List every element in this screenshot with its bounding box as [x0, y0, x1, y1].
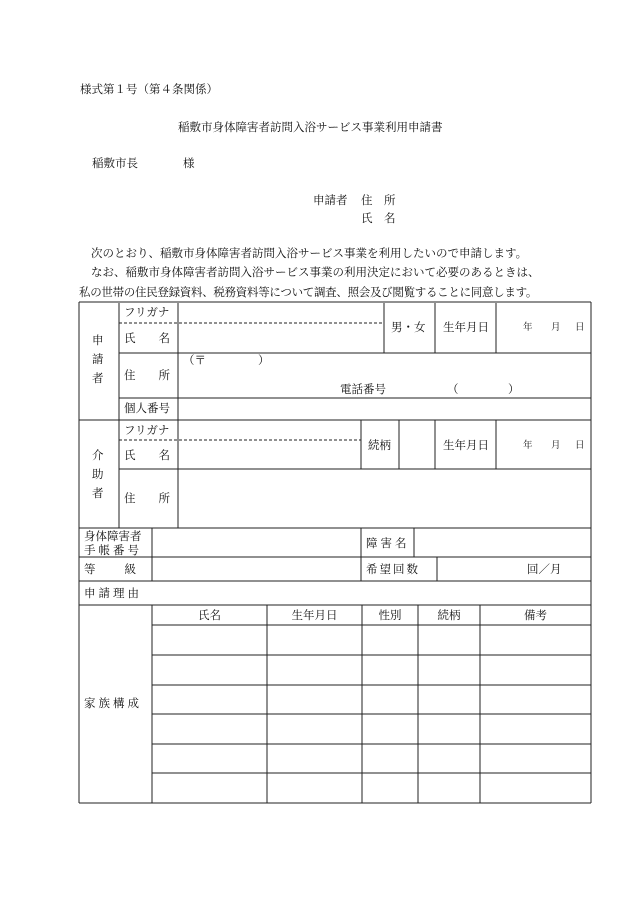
postal-code-open: （〒: [183, 353, 206, 367]
applicant-group-char-2: 請: [92, 352, 104, 366]
caregiver-relation-field[interactable]: [400, 422, 433, 467]
caregiver-group-char-2: 助: [92, 467, 104, 481]
applicant-name-field[interactable]: [180, 304, 382, 351]
handbook-label-line-1: 身体障害者: [84, 529, 142, 543]
family-header-gender: 性別: [378, 608, 402, 622]
phone-number-close: ）: [508, 382, 520, 396]
grade-label: 等 級: [84, 562, 138, 576]
caregiver-name-field[interactable]: [180, 422, 359, 467]
family-composition-label: 家族構成: [84, 696, 142, 710]
caregiver-furigana-label: フリガナ: [124, 423, 170, 437]
handbook-label-line-2: 手帳番号: [84, 543, 142, 557]
grade-field[interactable]: [154, 559, 359, 579]
family-header-birthdate: 生年月日: [291, 608, 338, 622]
caregiver-birth-day-label: 日: [575, 440, 585, 451]
personal-number-field[interactable]: [180, 400, 589, 418]
desired-count-label: 希望回数: [366, 562, 420, 576]
application-reason-label: 申請理由: [84, 586, 142, 600]
applicant-label: 申請者: [313, 193, 348, 207]
application-reason-field[interactable]: [154, 583, 589, 603]
caregiver-birth-month-label: 月: [551, 440, 561, 451]
applicant-birth-month-label: 月: [551, 322, 561, 333]
disability-name-field[interactable]: [416, 530, 589, 555]
applicant-furigana-label: フリガナ: [124, 305, 170, 319]
caregiver-address-label: 住 所: [124, 491, 170, 505]
caregiver-group-char-3: 者: [92, 486, 104, 500]
family-header-remarks: 備考: [524, 608, 547, 622]
applicant-birth-year-label: 年: [523, 322, 533, 333]
applicant-name-label: 氏 名: [361, 211, 396, 225]
caregiver-address-field[interactable]: [180, 471, 589, 526]
caregiver-birthdate-label: 生年月日: [443, 438, 489, 452]
postal-code-close: ）: [258, 353, 270, 367]
consent-text-line-1: 次のとおり、稲敷市身体障害者訪問入浴サービス事業を利用したいので申請します。: [91, 246, 528, 260]
caregiver-relation-label: 続柄: [368, 438, 391, 452]
consent-text-line-2: なお、稲敷市身体障害者訪問入浴サービス事業の利用決定において必要のあるときは、: [91, 265, 540, 279]
honorific: 様: [183, 156, 195, 170]
applicant-gender-option[interactable]: 男・女: [391, 320, 426, 334]
applicant-name-label: 氏 名: [124, 331, 170, 345]
caregiver-birth-year-label: 年: [523, 440, 533, 451]
applicant-address-label: 住 所: [124, 368, 170, 382]
addressee: 稲敷市長: [92, 156, 138, 170]
page-title: 稲敷市身体障害者訪問入浴サービス事業利用申請書: [178, 120, 443, 134]
phone-number-label: 電話番号: [340, 382, 386, 396]
consent-text-line-3: 私の世帯の住民登録資料、税務資料等について調査、照会及び閲覧することに同意します。: [79, 285, 538, 299]
family-header-relation: 続柄: [437, 608, 461, 622]
disability-name-label: 障害名: [366, 536, 410, 550]
family-header-name: 氏名: [198, 608, 221, 622]
per-month-unit: 回／月: [527, 562, 562, 576]
applicant-address-label: 住 所: [361, 193, 396, 207]
applicant-group-char-1: 申: [92, 333, 104, 347]
handbook-number-field[interactable]: [154, 530, 359, 555]
caregiver-name-label: 氏 名: [124, 448, 170, 462]
caregiver-group-char-1: 介: [92, 448, 104, 462]
applicant-birth-day-label: 日: [575, 322, 585, 333]
applicant-group-char-3: 者: [92, 371, 104, 385]
personal-number-label: 個人番号: [124, 401, 170, 415]
applicant-birthdate-label: 生年月日: [443, 320, 489, 334]
form-number: 様式第１号（第４条関係）: [80, 82, 218, 96]
phone-number-open: （: [447, 382, 459, 396]
